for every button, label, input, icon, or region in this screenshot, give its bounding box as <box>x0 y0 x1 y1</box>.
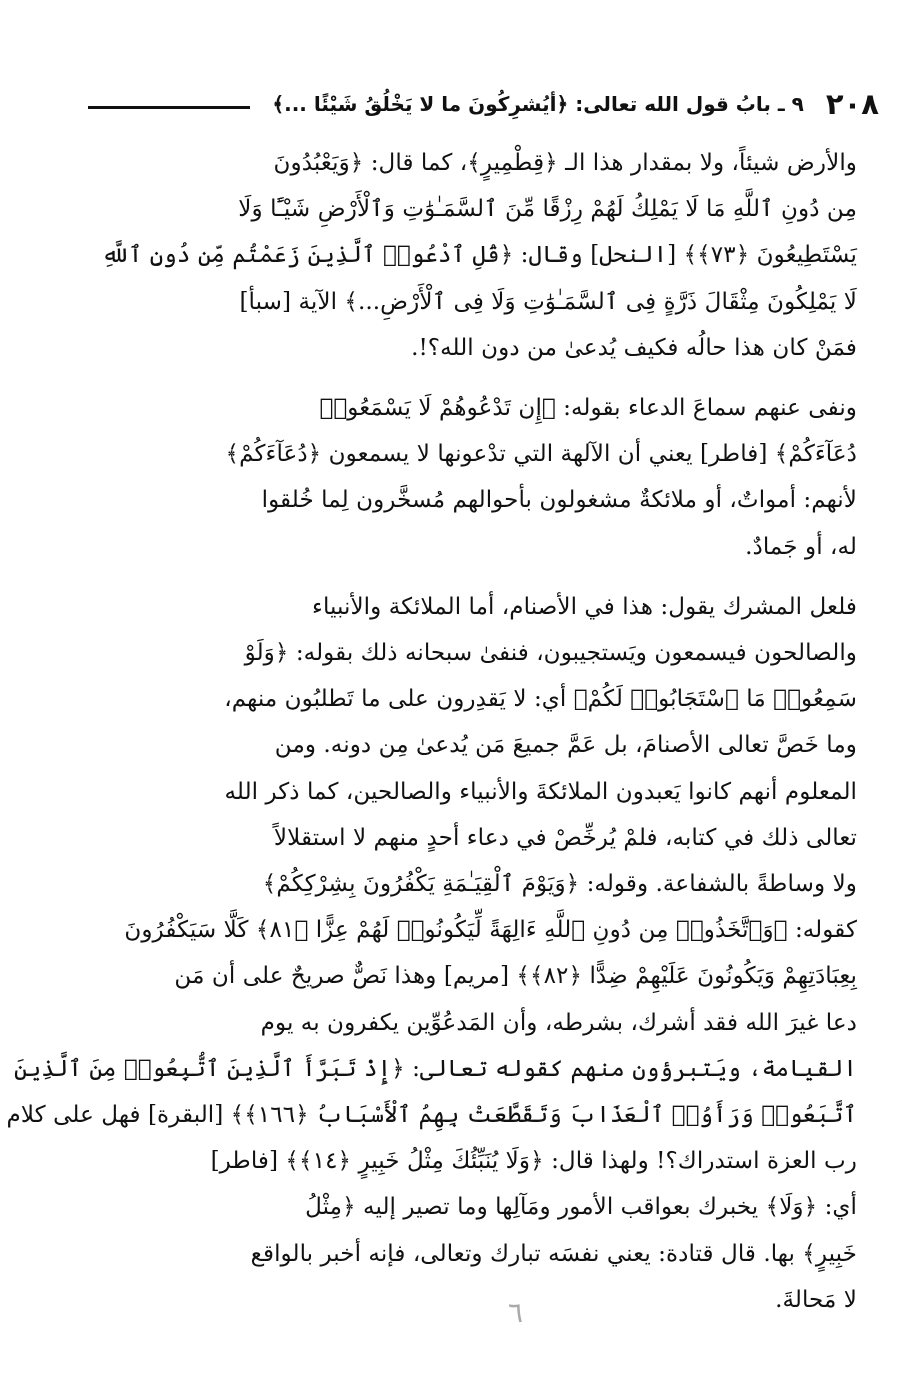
page-body <box>6 140 857 1323</box>
paragraph-1 <box>79 140 857 371</box>
text-line: القيامة، ويَتبرؤون منهم كقوله تعالى: ﴿إِذْ تَبَرَّأَ ٱلَّذِينَ ٱتُّبِعُوا۟ مِنَ ٱلَّذِينَ <box>13 1054 857 1082</box>
text-line: والأرض شيئاً، ولا بمقدار هذا الـ ﴿قِطْمِيرٍ﴾، كما قال: ﴿وَيَعْبُدُونَ <box>273 149 857 176</box>
text-line: بِعِبَادَتِهِمْ وَيَكُونُونَ عَلَيْهِمْ ضِدًّا ﴿٨٢﴾﴾ [مريم] وهذا نَصٌّ صريحٌ على أن مَن <box>174 962 857 990</box>
text-line: المعلوم أنهم كانوا يَعبدون الملائكةَ والأنبياء والصالحين، كما ذكر الله <box>224 777 857 805</box>
text-line: يَسْتَطِيعُونَ ﴿٧٣﴾﴾ [النحل] وقال: ﴿قُلِ ٱدْعُوا۟ ٱلَّذِينَ زَعَمْتُم مِّن دُونِ ٱللَّهِ <box>101 241 857 269</box>
text-line: وما خَصَّ تعالى الأصنامَ، بل عَمَّ جميعَ مَن يُدعىٰ مِن دونه. ومن <box>274 731 857 759</box>
text-line: له، أو جَمادٌ. <box>745 532 857 560</box>
text-line: ولا وساطةً بالشفاعة. وقوله: ﴿وَيَوْمَ ٱلْقِيَـٰمَةِ يَكْفُرُونَ بِشِرْكِكُمْ﴾ <box>262 870 857 898</box>
paragraph-3 <box>6 584 857 1323</box>
text-line: مِن دُونِ ٱللَّهِ مَا لَا يَمْلِكُ لَهُمْ رِزْقًا مِّنَ ٱلسَّمَـٰوَٰتِ وَٱلْأَرْضِ شَيْـًٔا وَلَا <box>238 195 857 223</box>
text-line: دُعَآءَكُمْ﴾ [فاطر] يعني أن الآلهة التي تدْعونها لا يسمعون ﴿دُعَآءَكُمْ﴾ <box>225 440 857 468</box>
paragraph-2 <box>79 385 857 570</box>
text-line: لأنهم: أمواتٌ، أو ملائكةٌ مشغولون بأحوالهم مُسخَّرون لِما خُلقوا <box>261 486 857 514</box>
text-line: سَمِعُوا۟ مَا ٱسْتَجَابُوا۟ لَكُمْ﴾ أي: لا يَقدِرون على ما تَطلبُون منهم، <box>224 685 857 713</box>
text-line: فمَنْ كان هذا حالُه فكيف يُدعىٰ من دون الله؟!. <box>411 333 857 361</box>
text-line: كقوله: ﴿وَٱتَّخَذُوا۟ مِن دُونِ ٱللَّهِ ءَالِهَةً لِّيَكُونُوا۟ لَهُمْ عِزًّا ﴿٨١﴾ كَلَّا سَيَكْفُرُونَ <box>124 916 857 944</box>
text-line: والصالحون فيسمعون ويَستجيبون، فنفىٰ سبحانه ذلك بقوله: ﴿وَلَوْ <box>244 639 857 667</box>
text-line: لا مَحالةَ. <box>775 1285 857 1313</box>
text-line: خَبِيرٍ﴾ بها. قال قتادة: يعني نفسَه تبارك وتعالى، فإنه أخبر بالواقع <box>250 1239 857 1267</box>
page-number: ٢٠٨ <box>825 87 879 121</box>
text-line: تعالى ذلك في كتابه، فلمْ يُرخِّصْ في دعاء أحدٍ منهم لا استقلالاً <box>273 823 857 851</box>
text-line: فلعل المشرك يقول: هذا في الأصنام، أما الملائكة والأنبياء <box>312 592 857 620</box>
text-line: دعا غيرَ الله فقد أشرك، بشرطه، وأن المَدعُوِّين يكفرون به يوم <box>260 1008 857 1036</box>
header-rule <box>88 106 250 109</box>
text-line: ٱتَّبَعُوا۟ وَرَأَوُا۟ ٱلْعَذَابَ وَتَقَطَّعَتْ بِهِمُ ٱلْأَسْبَابُ ﴿١٦٦﴾﴾ [البقرة] فهل على كلام <box>6 1101 857 1129</box>
text-line: ونفى عنهم سماعَ الدعاء بقوله: ﴿إِن تَدْعُوهُمْ لَا يَسْمَعُوا۟ <box>319 394 857 422</box>
footer-mark: ٦ <box>508 1296 524 1329</box>
running-title: ٩ ـ بابُ قول الله تعالى: ﴿أيُشرِكُونَ ما لا يَخْلُقُ شَيْئًا ...﴾ <box>272 92 804 116</box>
text-line: رب العزة استدراك؟! ولهذا قال: ﴿وَلَا يُنَبِّئُكَ مِثْلُ خَبِيرٍ ﴿١٤﴾﴾ [فاطر] <box>210 1147 857 1175</box>
text-line: أي: ﴿وَلَا﴾ يخبرك بعواقب الأمور ومَآلِها وما تصير إليه ﴿مِثْلُ <box>305 1193 857 1221</box>
text-line: لَا يَمْلِكُونَ مِثْقَالَ ذَرَّةٍ فِى ٱلسَّمَـٰوَٰتِ وَلَا فِى ٱلْأَرْضِ...﴾ الآية [سبأ] <box>239 287 857 315</box>
page-header <box>88 84 879 124</box>
